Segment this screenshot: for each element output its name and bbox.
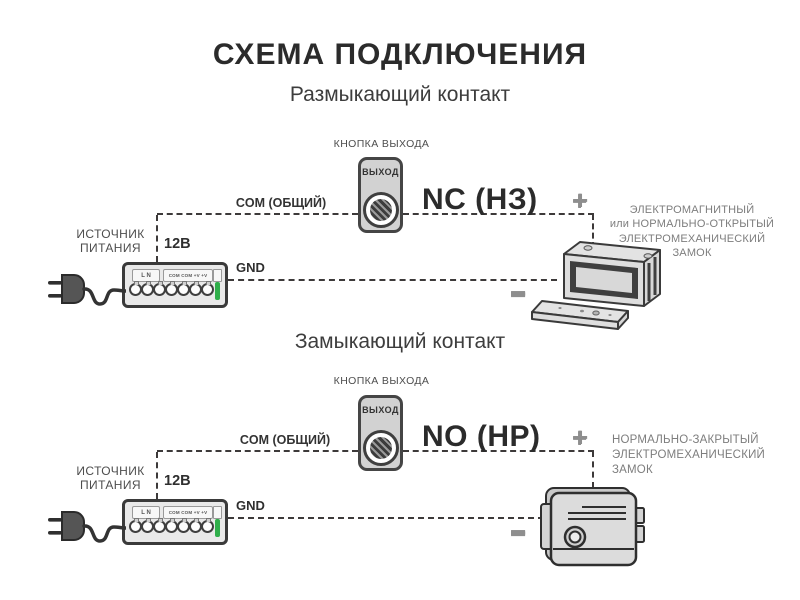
minus-sign-2: − <box>510 517 527 548</box>
power-supply-1 <box>122 262 228 308</box>
exit-button-2-label: ВЫХОД <box>362 405 399 415</box>
electromechanical-lock-illustration <box>538 486 650 571</box>
terminal <box>201 283 214 296</box>
psu-2-led-indicator <box>215 519 220 537</box>
voltage-label-2: 12В <box>164 473 191 489</box>
section2-subtitle: Замыкающий контакт <box>294 330 506 353</box>
lock-label-1-line1: ЭЛЕКТРОМАГНИТНЫЙ <box>629 204 755 216</box>
psu-1-minibox <box>213 269 222 282</box>
section1-subtitle: Размыкающий контакт <box>289 83 511 106</box>
button-caption-2: КНОПКА ВЫХОДА <box>333 375 430 387</box>
psu-label-2: ИСТОЧНИК ПИТАНИЯ <box>76 464 145 493</box>
psu-2-strip-com: COM COM +V +V <box>163 506 213 519</box>
mains-plug-icon-2 <box>46 508 126 550</box>
psu-2-strip-ln: L N <box>132 506 160 519</box>
exit-button-2-push-icon[interactable] <box>363 430 399 466</box>
lock-label-1-line2: или НОРМАЛЬНО-ОТКРЫТЫЙ <box>609 218 775 231</box>
minus-sign-1: − <box>510 278 527 309</box>
exit-button-2[interactable] <box>358 395 403 471</box>
button-caption-1: КНОПКА ВЫХОДА <box>333 138 430 150</box>
wire-com-left-2 <box>157 450 358 452</box>
maglock-illustration <box>524 236 672 336</box>
psu-1-strip-com: COM COM +V +V <box>163 269 213 282</box>
exit-button-1-push-icon[interactable] <box>363 192 399 228</box>
wire-12v-1 <box>156 215 158 262</box>
terminal <box>201 520 214 533</box>
power-supply-2 <box>122 499 228 545</box>
wire-gnd-2 <box>228 517 544 519</box>
lock-label-1-line3: ЭЛЕКТРОМЕХАНИЧЕСКИЙ <box>618 232 766 245</box>
psu-1-led-indicator <box>215 282 220 300</box>
lock-label-2-line2: ЭЛЕКТРОМЕХАНИЧЕСКИЙ <box>612 448 766 461</box>
wire-com-left-1 <box>157 213 358 215</box>
contact-type-2: NO (НР) <box>422 420 541 453</box>
wire-12v-2 <box>156 452 158 499</box>
page-title: СХЕМА ПОДКЛЮЧЕНИЯ <box>212 38 588 71</box>
lock-label-2 <box>612 433 772 478</box>
exit-button-1-label: ВЫХОД <box>362 167 399 177</box>
psu-label-1: ИСТОЧНИК ПИТАНИЯ <box>76 227 145 256</box>
contact-type-1: NC (НЗ) <box>422 183 538 216</box>
lock-label-2-line3: ЗАМОК <box>612 463 653 476</box>
gnd-label-1: GND <box>236 260 265 275</box>
exit-button-1[interactable] <box>358 157 403 233</box>
wire-plus-drop-2 <box>592 451 594 488</box>
plus-sign-2: + <box>572 422 588 452</box>
mains-plug-icon-1 <box>46 271 126 313</box>
lock-label-1-line4: ЗАМОК <box>672 246 712 259</box>
voltage-label-1: 12В <box>164 236 191 252</box>
psu-1-strip-ln: L N <box>132 269 160 282</box>
wire-gnd-1 <box>228 279 557 281</box>
plus-sign-1: + <box>572 185 588 215</box>
com-label-2: COM (ОБЩИЙ) <box>239 433 331 447</box>
gnd-label-2: GND <box>236 498 265 513</box>
psu-2-minibox <box>213 506 222 519</box>
lock-label-2-line1: НОРМАЛЬНО-ЗАКРЫТЫЙ <box>612 434 759 446</box>
com-label-1: COM (ОБЩИЙ) <box>235 196 327 210</box>
